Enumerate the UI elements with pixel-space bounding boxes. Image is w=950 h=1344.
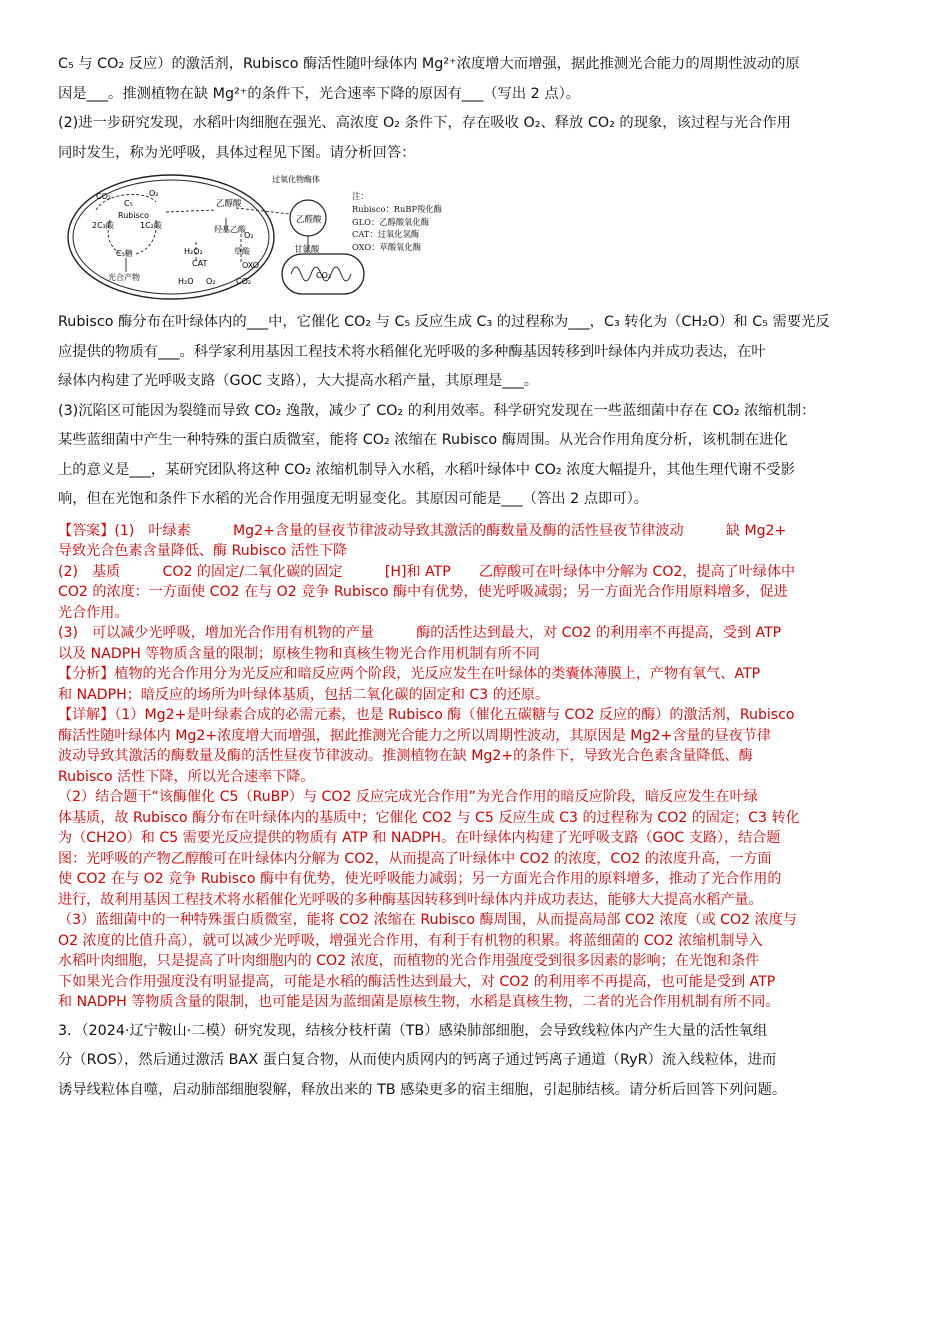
answer-line: Rubisco 活性下降，所以光合速率下降。 [58, 768, 315, 785]
text-line: (3)沉陷区可能因为裂缝而导致 CO₂ 逸散，减少了 CO₂ 的利用效率。科学研究发现在一些蓝细菌中存在 CO₂ 浓缩机制： [58, 402, 816, 419]
answer-line: 和 NADPH；暗反应的场所为叶绿体基质，包括二氧化碳的固定和 C3 的还原。 [58, 686, 550, 703]
label-peroxisome: 过氧化物酶体 [272, 175, 320, 184]
answer-line: 波动导致其激活的酶数量及酶的活性昼夜节律波动。推测植物在缺 Mg2+的条件下，导致光合色素含量降低、酶 [58, 748, 753, 764]
label-co2: CO₂ [96, 192, 112, 201]
label-glycolic2: 乙醛酸 [296, 215, 322, 225]
answer-line: 使 CO2 在与 O2 竞争 Rubisco 酶中有优势，使光呼吸能力减弱；另一方面光合作用的原料增多，推动了光合作用的 [58, 871, 782, 887]
label-oxo: OXO [242, 261, 260, 270]
text-line: 同时发生，称为光呼吸，具体过程见下图。请分析回答： [58, 144, 416, 161]
label-1c2: 1C₂酸 [140, 221, 162, 230]
flow-arrow [166, 210, 216, 212]
answer-line: O2 浓度的比值升高），就可以减少光呼吸，增强光合作用，有利于有机物的积累。将蓝细菌的 CO2 浓缩机制导入 [58, 932, 763, 949]
label-cat: CAT [192, 259, 208, 268]
label-oxalic: 草酸 [234, 247, 250, 256]
answer-line: CO2 的浓度：一方面使 CO2 在与 O2 竞争 Rubisco 酶中有优势，使光呼吸减弱；另一方面光合作用原料增多，促进 [58, 584, 788, 600]
answer-line: 水稻叶肉细胞，只是提高了叶肉细胞内的 CO2 浓度，而植物的光合作用强度受到很多因素的影响；在光饱和条件 [58, 953, 760, 969]
answer-line: (3) 可以减少光呼吸，增加光合作用有机物的产量 酶的活性达到最大，对 CO2 的利用率不再提高，受到 ATP [58, 625, 782, 641]
label-2c3: 2C₃酸 [92, 221, 114, 230]
label-o2b: O₂ [244, 231, 254, 240]
question-2-part1 [58, 50, 896, 168]
text-line: 某些蓝细菌中产生一种特殊的蛋白质微室，能将 CO₂ 浓缩在 Rubisco 酶周围。从光合作用角度分析，该机制在进化 [58, 432, 788, 448]
answer-line: 图：光呼吸的产物乙醇酸可在叶绿体内分解为 CO2，从而提高了叶绿体中 CO2 的浓度，CO2 的浓度升高，一方面 [58, 850, 772, 867]
label-o2: O₂ [149, 189, 159, 198]
note-item: Rubisco：RuBP羧化酶 [352, 203, 442, 214]
text-line: 应提供的物质有___。科学家利用基因工程技术将水稻催化光呼吸的多种酶基因转移到叶绿体内并成功表达，在叶 [58, 343, 766, 360]
note-item: OXO：草酸氧化酶 [352, 242, 422, 253]
label-rubisco: Rubisco [118, 211, 150, 220]
answer-line: 【分析】植物的光合作用分为光反应和暗反应两个阶段，光反应发生在叶绿体的类囊体薄膜上，产物有氧气、ATP [58, 666, 761, 682]
photorespiration-diagram [66, 172, 468, 302]
answer-line: 为（CH2O）和 C5 需要光反应提供的物质有 ATP 和 NADPH。在叶绿体内构建了光呼吸支路（GOC 支路），结合题 [58, 830, 781, 846]
label-co2b: CO₂ [236, 277, 252, 286]
text-line: 响，但在光饱和条件下水稻的光合作用强度无明显变化。其原因可能是___（答出 2 点即可）。 [58, 491, 649, 507]
diagram-notes [352, 190, 442, 254]
label-o2c: O₂ [206, 277, 216, 286]
label-glyoxylic: 羟基乙酸 [214, 225, 246, 234]
answer-line: 光合作用。 [58, 604, 129, 621]
question-3 [58, 1017, 896, 1106]
note-item: CAT：过氧化氢酶 [352, 229, 420, 240]
answer-line: 【详解】（1）Mg2+是叶绿素合成的必需元素，也是 Rubisco 酶（催化五碳糖与 CO2 反应的酶）的激活剂，Rubisco [58, 707, 795, 723]
text-line: 因是___。推测植物在缺 Mg²⁺的条件下，光合速率下降的原因有___（写出 2 点）。 [58, 85, 581, 102]
label-c-sugar: C₅糖 [116, 249, 133, 258]
text-line: 3．（2024·辽宁鞍山·二模）研究发现，结核分枝杆菌（TB）感染肺部细胞，会导致线粒体内产生大量的活性氧组 [58, 1022, 768, 1039]
answer-line: 和 NADPH 等物质含量的限制，也可能是因为蓝细菌是原核生物，水稻是真核生物，二者的光合作用机制有所不同。 [58, 994, 780, 1010]
answer-line: （2）结合题干“该酶催化 C5（RuBP）与 CO2 反应完成光合作用”为光合作用的暗反应阶段，暗反应发生在叶绿 [58, 789, 758, 805]
answer-line: 以及 NADPH 等物质含量的限制；原核生物和真核生物光合作用机制有所不同 [58, 645, 540, 662]
label-product: 光合产物 [108, 273, 140, 282]
label-h2o: H₂O [178, 277, 194, 286]
document-page [58, 50, 896, 1105]
text-line: Rubisco 酶分布在叶绿体内的___中，它催化 CO₂ 与 C₅ 反应生成 C₃ 的过程称为___，C₃ 转化为（CH₂O）和 C₅ 需要光反 [58, 314, 830, 330]
text-line: 分（ROS），然后通过激活 BAX 蛋白复合物，从而使内质网内的钙离子通过钙离子通道（RyR）流入线粒体，进而 [58, 1052, 777, 1068]
text-line: 诱导线粒体自噬，启动肺部细胞裂解，释放出来的 TB 感染更多的宿主细胞，引起肺结核。请分析后回答下列问题。 [58, 1081, 787, 1098]
label-co2c: CO₂ [316, 271, 332, 280]
answer-line: 下如果光合作用强度没有明显提高，可能是水稻的酶活性达到最大，对 CO2 的利用率不再提高，也可能是受到 ATP [58, 973, 776, 990]
answer-section [58, 521, 896, 1013]
answer-line: 【答案】(1) 叶绿素 Mg2+含量的昼夜节律波动导致其激活的酶数量及酶的活性昼夜节律波动 缺 Mg2+ [58, 522, 787, 539]
answer-line: 导致光合色素含量降低、酶 Rubisco 活性下降 [58, 543, 348, 559]
answer-line: 体基质，故 Rubisco 酶分布在叶绿体内的基质中；它催化 CO2 与 C5 反应生成 C3 的过程称为 CO2 的固定；C3 转化 [58, 809, 800, 826]
label-glycolic: 乙醇酸 [216, 199, 242, 209]
answer-line: 进行，故利用基因工程技术将水稻催化光呼吸的多种酶基因转移到叶绿体内并成功表达，能够大大提高水稻产量。 [58, 891, 763, 908]
text-line: C₅ 与 CO₂ 反应）的激活剂，Rubisco 酶活性随叶绿体内 Mg²⁺浓度增大而增强，据此推测光合能力的周期性波动的原 [58, 56, 800, 72]
text-line: 绿体内构建了光呼吸支路（GOC 支路），大大提高水稻产量，其原理是___。 [58, 373, 539, 389]
notes-title: 注： [352, 191, 369, 201]
answer-line: 酶活性随叶绿体内 Mg2+浓度增大而增强，据此推测光合能力之所以周期性波动，其原因是 Mg2+含量的昼夜节律 [58, 727, 771, 744]
text-line: (2)进一步研究发现，水稻叶肉细胞在强光、高浓度 O₂ 条件下，存在吸收 O₂、释放 CO₂ 的现象，该过程与光合作用 [58, 115, 791, 131]
answer-line: （3）蓝细菌中的一种特殊蛋白质微室，能将 CO2 浓缩在 Rubisco 酶周围，从而提高局部 CO2 浓度（或 CO2 浓度与 [58, 912, 797, 928]
label-c5: C₅ [124, 199, 133, 208]
label-h2o2: H₂O₂ [184, 247, 203, 256]
answer-line: (2) 基质 CO2 的固定/二氧化碳的固定 [H]和 ATP 乙醇酸可在叶绿体中分解为 CO2，提高了叶绿体中 [58, 563, 796, 580]
label-glycine: 甘氨酸 [294, 245, 320, 255]
note-item: GLO：乙醇酸氧化酶 [352, 216, 430, 227]
question-2-after-figure [58, 308, 896, 515]
text-line: 上的意义是___，某研究团队将这种 CO₂ 浓缩机制导入水稻，水稻叶绿体中 CO₂ 浓度大幅提升，其他生理代谢不受影 [58, 461, 795, 478]
